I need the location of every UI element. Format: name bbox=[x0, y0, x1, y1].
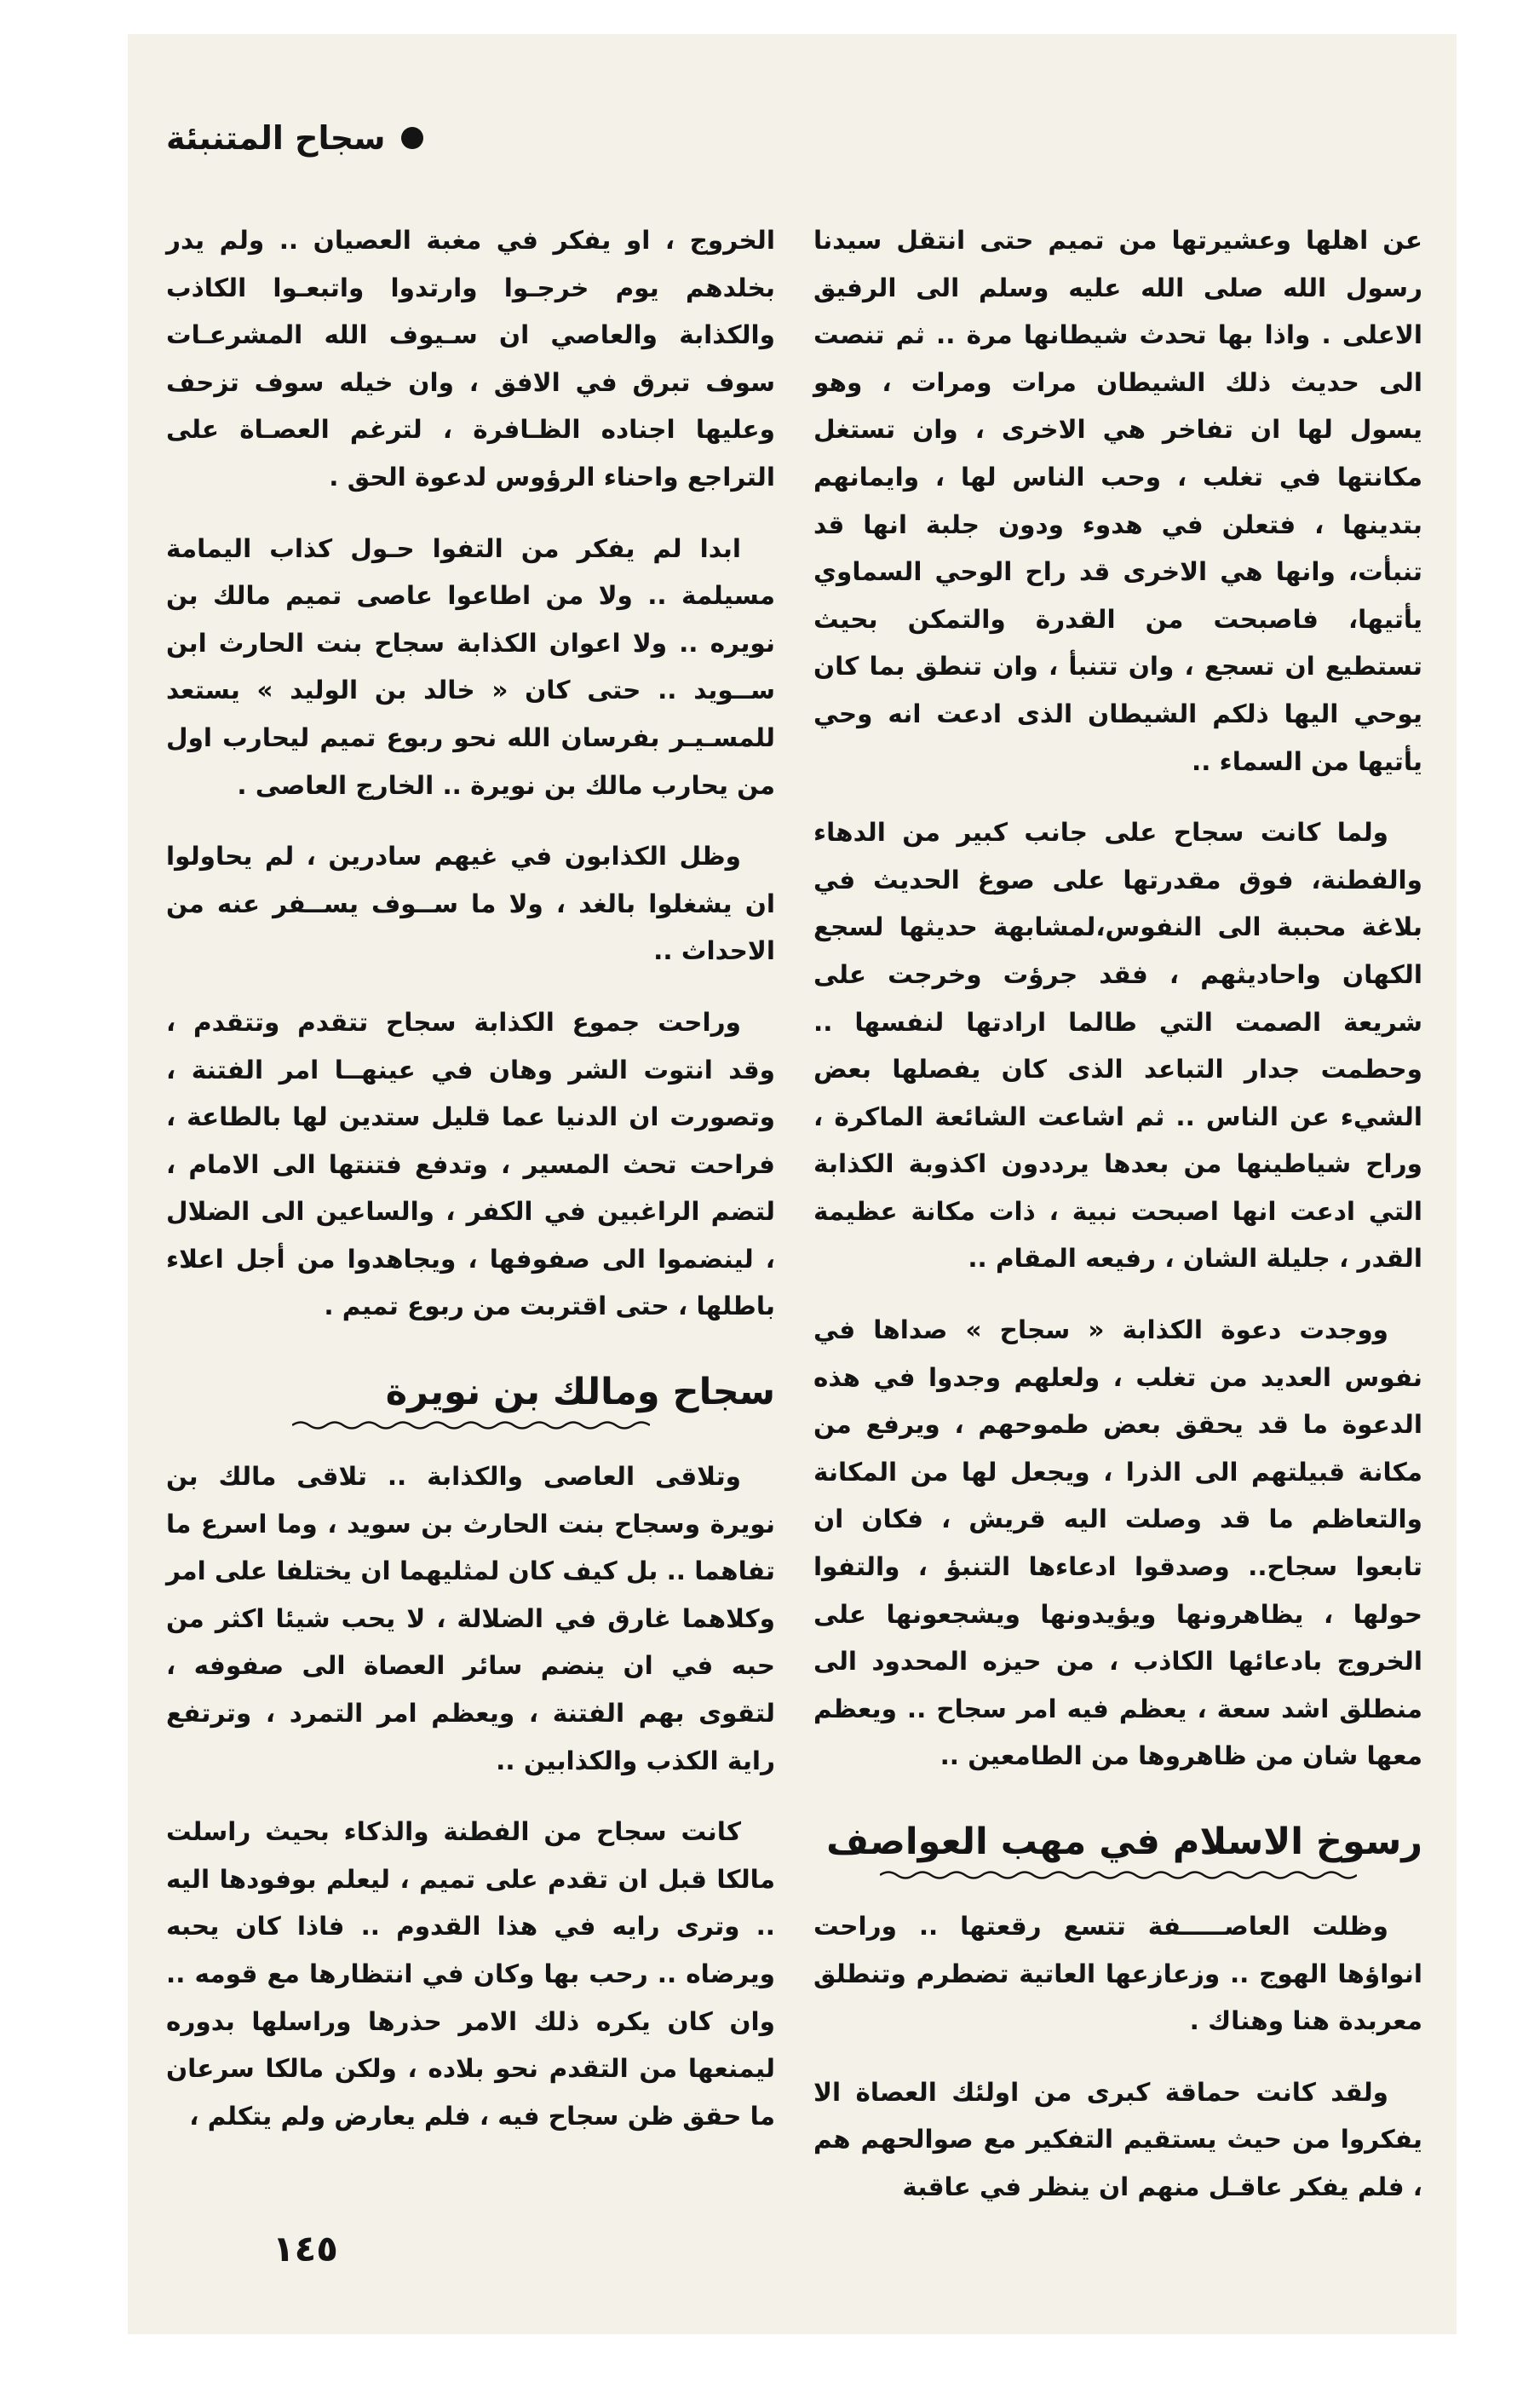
paragraph: وتلاقى العاصى والكذابة .. تلاقى مالك بن نويرة وسجاح بنت الحارث بن سويد ، وما اسرع ما تفاهما .. بل كيف كان لمثليهما ان يختلفا على امر وكلاهما غارق في الضلالة ، لا يحب شيئا اكثر من حبه في ان ينضم سائر العصاة الى صفوفه ، لتقوى بهم الفتنة ، ويعظم امر التمرد ، وترتفع راية الكذب والكذابين .. bbox=[166, 1462, 775, 1775]
wave-underline-icon bbox=[292, 1419, 650, 1431]
section-heading-text: رسوخ الاسلام في مهب العواصف bbox=[826, 1821, 1422, 1863]
left-column bbox=[166, 217, 775, 2140]
section-heading bbox=[166, 1366, 775, 1431]
section-heading-text: سجاح ومالك بن نويرة bbox=[385, 1371, 775, 1414]
wave-underline-icon bbox=[880, 1869, 1357, 1881]
page-header bbox=[166, 119, 423, 157]
paragraph: ووجدت دعوة الكذابة « سجاح » صداها في نفوس العديد من تغلب ، ولعلهم وجدوا في هذه الدعوة ما قد يحقق بعض طموحهم ، ويرفع من مكانة قبيلتهم الى الذرا ، ويجعل لها من المكانة والتعاظم ما قد وصلت اليه قريش ، فكان ان تابعوا سجاح.. وصدقوا ادعاءها التنبؤ ، والتفوا حولها ، يظاهرونها ويؤيدونها ويشجعونها على الخروج بادعائها الكاذب ، من حيزه المحدود الى منطلق اشد سعة ، يعظم فيه امر سجاح .. ويعظم معها شان من ظاهروها من الطامعين .. bbox=[813, 1315, 1422, 1771]
running-title: سجاح المتنبئة bbox=[166, 119, 386, 157]
section-heading bbox=[813, 1816, 1422, 1881]
paragraph: ابدا لم يفكر من التفوا حـول كذاب اليمامة مسيلمة .. ولا من اطاعوا عاصى تميم مالك بن نويره .. ولا اعوان الكذابة سجاح بنت الحارث ابن ســويد .. حتى كان « خالد بن الوليد » يستعد للمسـيـر بفرسان الله نحو ربوع تميم ليحارب اول من يحارب مالك بن نويرة .. الخارج العاصى . bbox=[166, 533, 775, 800]
paragraph: وظل الكذابون في غيهم سادرين ، لم يحاولوا ان يشغلوا بالغد ، ولا ما ســوف يســفر عنه من الاحداث .. bbox=[166, 842, 775, 966]
paragraph: ولما كانت سجاح على جانب كبير من الدهاء والفطنة، فوق مقدرتها على صوغ الحديث في بلاغة محببة الى النفوس،لمشابهة حديثها لسجع الكهان واحاديثهم ، فقد جرؤت وخرجت على شريعة الصمت التي طالما ارادتها لنفسها .. وحطمت جدار التباعد الذى كان يفصلها بعض الشيء عن الناس .. ثم اشاعت الشائعة الماكرة ، وراح شياطينها من بعدها يرددون اكذوبة الكذابة التي ادعت انها اصبحت نبية ، ذات مكانة عظيمة القدر ، جليلة الشان ، رفيعه المقام .. bbox=[813, 818, 1422, 1274]
bullet-icon bbox=[401, 127, 423, 149]
paragraph: عن اهلها وعشيرتها من تميم حتى انتقل سيدنا رسول الله صلى الله عليه وسلم الى الرفيق الاعلى . واذا بها تحدث شيطانها مرة .. ثم تنصت الى حديث ذلك الشيطان مرات ومرات ، وهو يسول لها ان تفاخر هي الاخرى ، وان تستغل مكانتها في تغلب ، وحب الناس لها ، وايمانهم بتدينها ، فتعلن في هدوء ودون جلبة انها قد تنبأت، وانها هي الاخرى قد راح الوحي السماوي يأتيها، فاصبحت من القدرة والتمكن بحيث تستطيع ان تسجع ، وان تتنبأ ، وان تنطق بما كان يوحي اليها ذلكم الشيطان الذى ادعت انه وحي يأتيها من السماء .. bbox=[813, 226, 1422, 776]
paragraph: كانت سجاح من الفطنة والذكاء بحيث راسلت مالكا قبل ان تقدم على تميم ، ليعلم بوفودها اليه .. وترى رايه في هذا القدوم .. فاذا كان يحبه ويرضاه .. رحب بها وكان في انتظارها مع قومه .. وان كان يكره ذلك الامر حذرها وراسلها بدوره ليمنعها من التقدم نحو بلاده ، ولكن مالكا سرعان ما حقق ظن سجاح فيه ، فلم يعارض ولم يتكلم ، bbox=[166, 1817, 775, 2131]
page-number: ١٤٥ bbox=[273, 2228, 338, 2270]
paragraph: وراحت جموع الكذابة سجاح تتقدم وتتقدم ، وقد انتوت الشر وهان في عينهــا امر الفتنة ، وتصورت ان الدنيا عما قليل ستدين لها بالطاعة ، فراحت تحث المسير ، وتدفع فتنتها الى الامام ، لتضم الراغبين في الكفر ، والساعين الى الضلال ، لينضموا الى صفوفها ، ويجاهدوا من أجل اعلاء باطلها ، حتى اقتربت من ربوع تميم . bbox=[166, 1007, 775, 1321]
paragraph: ولقد كانت حماقة كبرى من اولئك العصاة الا يفكروا من حيث يستقيم التفكير مع صوالحهم هم ، فلم يفكر عاقـل منهم ان ينظر في عاقبة bbox=[813, 2077, 1422, 2201]
paragraph: الخروج ، او يفكر في مغبة العصيان .. ولم يدر بخلدهم يوم خرجـوا وارتدوا واتبعـوا الكاذب والكذابة والعاصي ان سـيوف الله المشرعـات سوف تبرق في الافق ، وان خيله سوف تزحف وعليها اجناده الظـافرة ، لترغم العصـاة على التراجع واحناء الرؤوس لدعوة الحق . bbox=[166, 226, 775, 492]
right-column bbox=[813, 217, 1422, 2212]
paragraph: وظلت العاصـــــفة تتسع رقعتها .. وراحت انواؤها الهوج .. وزعازعها العاتية تضطرم وتنطلق معربدة هنا وهناك . bbox=[813, 1912, 1422, 2036]
